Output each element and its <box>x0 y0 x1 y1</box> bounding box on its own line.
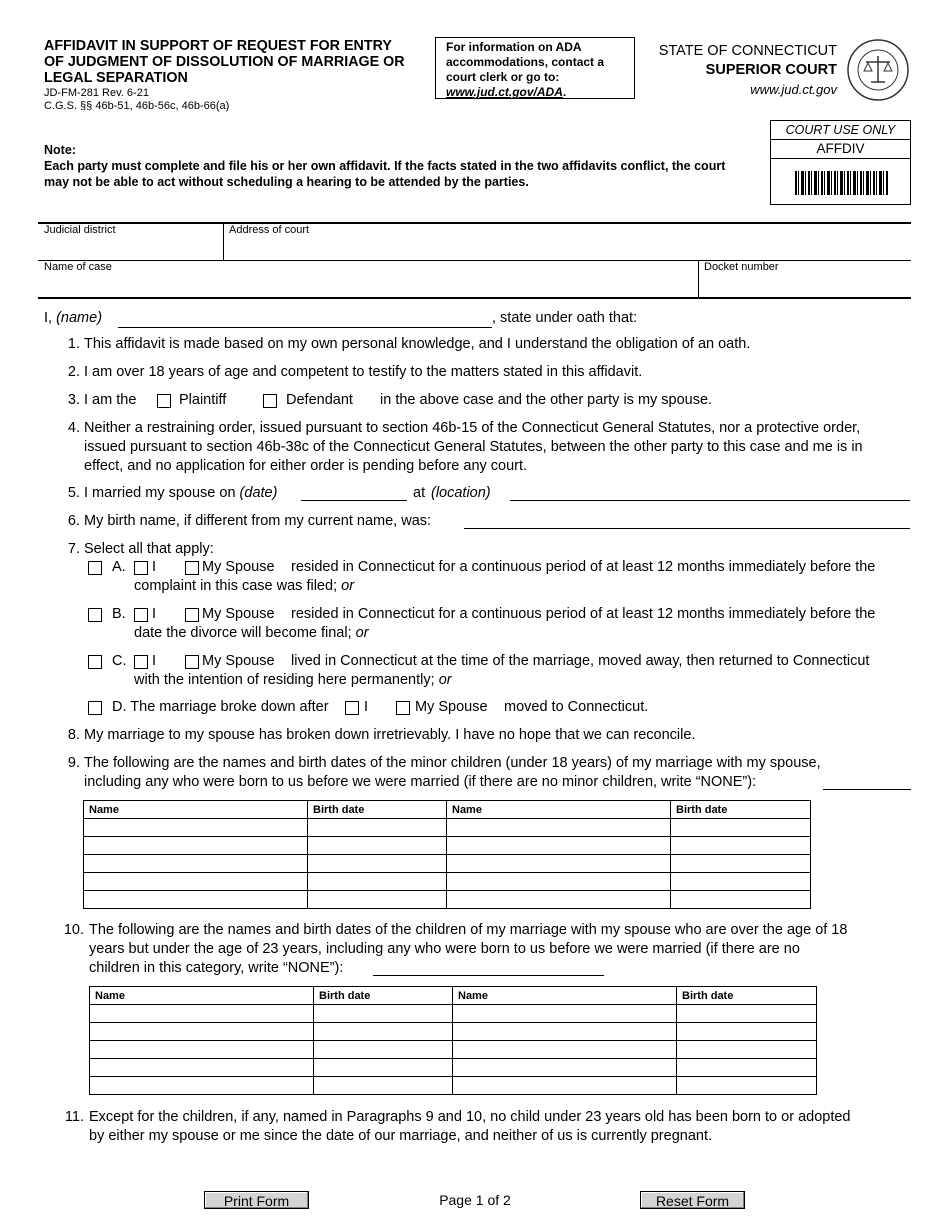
note-heading: Note: <box>44 143 76 157</box>
court-use-box <box>770 120 911 205</box>
note-text: Each party must complete and file his or her own affidavit. If the facts stated in the two affidavits conflict, the court may not be able to act without scheduling a hearing to be attended by the parties. <box>44 159 726 189</box>
reset-form-button[interactable]: Reset Form <box>640 1191 745 1209</box>
option-d-i-checkbox[interactable] <box>345 701 359 715</box>
form-meta <box>44 87 229 113</box>
adult-children-none-field[interactable] <box>373 975 604 976</box>
defendant-checkbox[interactable] <box>263 394 277 408</box>
option-d-checkbox[interactable] <box>88 701 102 715</box>
court-name: SUPERIOR COURT <box>705 62 837 78</box>
marriage-location-field[interactable] <box>510 500 910 501</box>
barcode <box>795 171 889 195</box>
marriage-date-field[interactable] <box>301 500 407 501</box>
form-title: AFFIDAVIT IN SUPPORT OF REQUEST FOR ENTRY OF JUDGMENT OF DISSOLUTION OF MARRIAGE OR LEGAL SEPARATION <box>44 38 405 86</box>
print-form-button[interactable]: Print Form <box>204 1191 309 1209</box>
court-use-label: COURT USE ONLY <box>771 121 910 140</box>
minor-children-table: Name Birth date Name Birth date <box>83 800 811 909</box>
court-address-field[interactable] <box>226 236 910 258</box>
minor-children-none-field[interactable] <box>823 789 911 790</box>
judicial-district-field[interactable] <box>38 236 222 258</box>
oath-name-field[interactable] <box>118 327 492 328</box>
option-c-checkbox[interactable] <box>88 655 102 669</box>
statutes: C.G.S. §§ 46b-51, 46b-56c, 46b-66(a) <box>44 100 230 112</box>
option-c-i-checkbox[interactable] <box>134 655 148 669</box>
judicial-seal-icon <box>846 38 910 102</box>
option-a-spouse-checkbox[interactable] <box>185 561 199 575</box>
birth-name-field[interactable] <box>464 528 910 529</box>
court-website: www.jud.ct.gov <box>750 82 837 97</box>
judicial-district-label: Judicial district <box>44 224 116 236</box>
option-b-i-checkbox[interactable] <box>134 608 148 622</box>
court-address-label: Address of court <box>229 224 310 236</box>
adult-children-table: Name Birth date Name Birth date <box>89 986 817 1095</box>
ada-link[interactable]: www.jud.ct.gov/ADA <box>446 85 563 99</box>
option-b-checkbox[interactable] <box>88 608 102 622</box>
plaintiff-checkbox[interactable] <box>157 394 171 408</box>
docket-number-label: Docket number <box>704 261 779 273</box>
option-b-spouse-checkbox[interactable] <box>185 608 199 622</box>
court-code: AFFDIV <box>771 140 910 159</box>
option-a-i-checkbox[interactable] <box>134 561 148 575</box>
ada-info-box: For information on ADA accommodations, contact a court clerk or go to: www.jud.ct.gov/ADA. <box>435 37 635 99</box>
court-heading <box>640 42 837 99</box>
ada-text: For information on ADA accommodations, contact a court clerk or go to: <box>446 40 605 84</box>
case-name-field[interactable] <box>38 274 694 296</box>
docket-number-field[interactable] <box>702 274 910 296</box>
option-a-checkbox[interactable] <box>88 561 102 575</box>
oath-suffix: , state under oath that: <box>492 310 638 326</box>
page-number: Page 1 of 2 <box>439 1192 511 1208</box>
oath-prefix: I, (name) <box>44 310 103 326</box>
option-c-spouse-checkbox[interactable] <box>185 655 199 669</box>
state-name: STATE OF CONNECTICUT <box>658 43 837 59</box>
option-d-spouse-checkbox[interactable] <box>396 701 410 715</box>
form-id: JD-FM-281 Rev. 6-21 <box>44 87 149 99</box>
case-name-label: Name of case <box>44 261 112 273</box>
